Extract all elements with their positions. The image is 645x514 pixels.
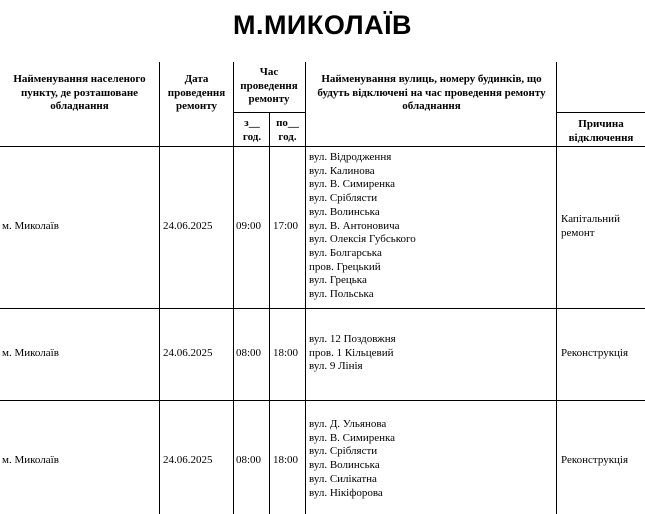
header-streets: Найменування вулиць, номеру будинків, що будуть відключені на час проведення ремонту обладнання (317, 73, 546, 112)
grid-line (233, 62, 234, 514)
place-cell: м. Миколаїв (2, 454, 59, 466)
grid-line (556, 62, 557, 514)
street-item: вул. В. Симиренка (309, 178, 396, 191)
street-item: вул. Польська (309, 288, 374, 301)
time-to-cell: 17:00 (273, 220, 299, 232)
header-time: Час проведення ремонту (240, 66, 298, 105)
time-to-cell: 18:00 (273, 347, 299, 359)
street-item: пров. 1 Кільцевий (309, 346, 394, 359)
street-item: пров. Грецький (309, 260, 381, 273)
grid-line (159, 62, 160, 514)
place-cell: м. Миколаїв (2, 220, 59, 232)
street-item: вул. Д. Ульянова (309, 418, 387, 430)
street-item: вул. Сріблясти (309, 192, 378, 205)
street-item: вул. Сріблясти (309, 445, 378, 458)
street-item: вул. Силікатна (309, 472, 377, 485)
header-place: Найменування населеного пункту, де розташоване обладнання (13, 73, 146, 112)
street-item: вул. Нікіфорова (309, 486, 383, 499)
street-item: вул. Олексія Губського (309, 233, 416, 246)
street-list (309, 418, 395, 500)
grid-line (269, 112, 270, 514)
street-item: вул. Грецька (309, 274, 367, 287)
street-item: вул. Калинова (309, 164, 375, 177)
grid-line (0, 146, 645, 147)
header-date: Дата проведення ремонту (167, 73, 226, 112)
street-item: вул. Болгарська (309, 246, 382, 259)
grid-line (0, 308, 645, 309)
date-cell: 24.06.2025 (163, 220, 213, 232)
reason-cell: Реконструкція (561, 454, 629, 466)
time-from-cell: 09:00 (236, 220, 262, 232)
street-list (309, 333, 396, 374)
time-to-cell: 18:00 (273, 454, 299, 466)
page-title: М.МИКОЛАЇВ (232, 10, 413, 40)
date-cell: 24.06.2025 (163, 454, 213, 466)
reason-cell: Капітальний ремонт (561, 213, 620, 239)
header-reason: Причина відключення (568, 118, 634, 144)
header-from: з__ год. (242, 117, 262, 143)
outage-table (0, 62, 645, 514)
time-from-cell: 08:00 (236, 347, 262, 359)
date-cell: 24.06.2025 (163, 347, 213, 359)
street-list (309, 151, 416, 302)
street-item: вул. В. Симиренка (309, 431, 396, 444)
grid-line (233, 112, 305, 113)
grid-line (0, 400, 645, 401)
time-from-cell: 08:00 (236, 454, 262, 466)
street-item: вул. Волинська (309, 459, 380, 472)
street-item: вул. 9 Лінія (309, 360, 363, 373)
header-to: по__ год. (276, 117, 299, 143)
street-item: вул. Відродження (309, 151, 392, 163)
reason-cell: Реконструкція (561, 347, 629, 359)
place-cell: м. Миколаїв (2, 347, 59, 359)
street-item: вул. 12 Поздовжня (309, 333, 396, 345)
street-item: вул. Волинська (309, 205, 380, 218)
street-item: вул. В. Антоновича (309, 219, 400, 232)
grid-line (305, 62, 306, 514)
grid-line (556, 112, 645, 113)
